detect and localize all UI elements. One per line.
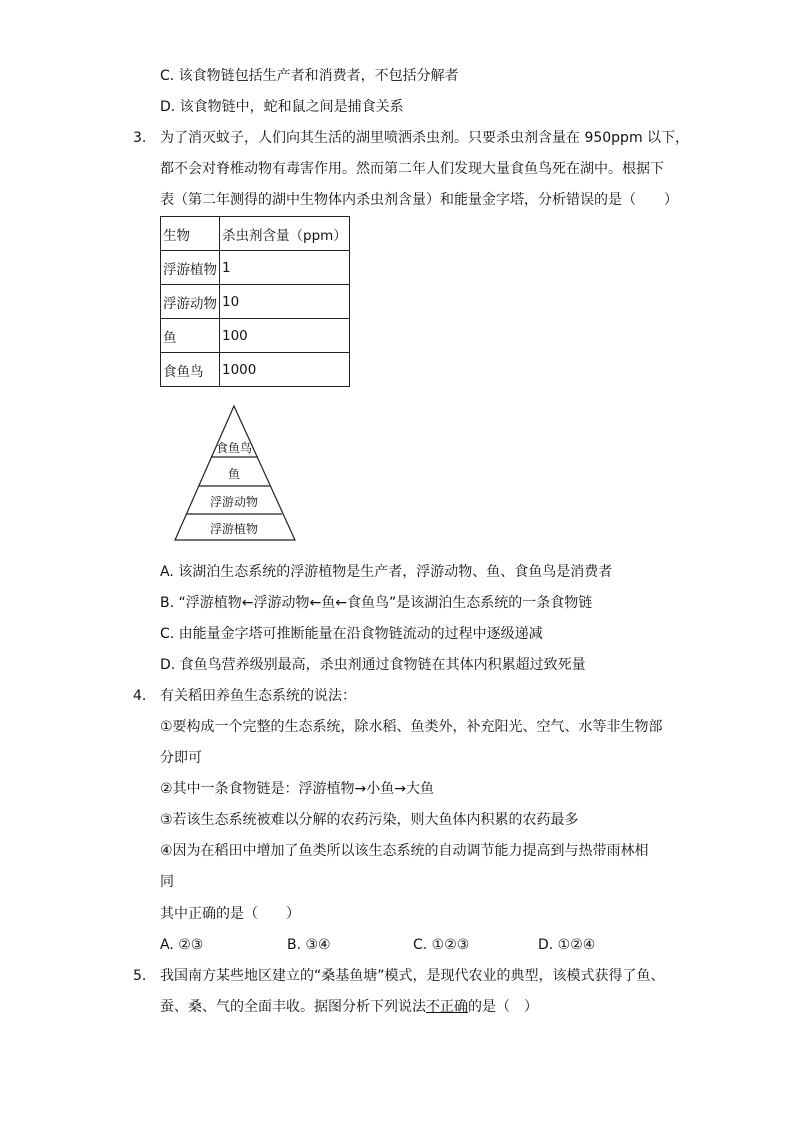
- q2-option-c: C. 该食物链包括生产者和消费者，不包括分解者: [160, 68, 459, 84]
- pyramid-level-label: 浮游植物: [209, 522, 259, 536]
- q5-stem-text: 蚕、桑、气的全面丰收。据图分析下列说法: [160, 999, 426, 1015]
- table-row: [161, 353, 350, 387]
- q4-statement-1: ①要构成一个完整的生态系统，除水稻、鱼类外，补充阳光、空气、水等非生物部: [160, 719, 663, 735]
- q3-option-d: D. 食鱼鸟营养级别最高，杀虫剂通过食物链在其体内积累超过致死量: [160, 657, 586, 673]
- q3-option-c: C. 由能量金字塔可推断能量在沿食物链流动的过程中逐级递减: [160, 626, 543, 642]
- q3-option-b: B. “浮游植物←浮游动物←鱼←食鱼鸟”是该湖泊生态系统的一条食物链: [160, 595, 593, 611]
- table-cell: 鱼: [161, 319, 220, 353]
- q4-statement-2: ②其中一条食物链是：浮游植物→小鱼→大鱼: [160, 781, 435, 797]
- q3-number: 3.: [133, 130, 147, 146]
- q3-option-a: A. 该湖泊生态系统的浮游植物是生产者，浮游动物、鱼、食鱼鸟是消费者: [160, 564, 613, 580]
- table-cell: 100: [220, 319, 350, 353]
- table-row: [161, 319, 350, 353]
- q5-stem-line2: [160, 997, 538, 1017]
- q4-statement-1-cont: 分即可: [160, 750, 202, 766]
- pyramid-level-label: 鱼: [227, 467, 241, 481]
- q3-stem-line2: 都不会对脊椎动物有毒害作用。然而第二年人们发现大量食鱼鸟死在湖中。根据下: [160, 161, 664, 177]
- q4-statement-3: ③若该生态系统被难以分解的农药污染，则大鱼体内积累的农药最多: [160, 812, 579, 828]
- pyramid-level-label: 食鱼鸟: [215, 441, 253, 455]
- q5-stem-text-end: 的是（ ）: [468, 999, 538, 1015]
- q4-option-b: B. ③④: [287, 937, 331, 953]
- table-header-cell: 生物: [161, 217, 220, 251]
- q5-number: 5.: [133, 968, 147, 984]
- table-row: [161, 251, 350, 285]
- q5-underlined-word: 不正确: [426, 999, 468, 1015]
- table-cell: 浮游植物: [161, 251, 220, 285]
- energy-pyramid: [172, 404, 302, 544]
- q4-statement-4-cont: 同: [160, 874, 174, 890]
- q4-option-c: C. ①②③: [413, 937, 470, 953]
- table-header-row: [161, 217, 350, 251]
- q2-option-d: D. 该食物链中，蛇和鼠之间是捕食关系: [160, 99, 404, 115]
- q4-question: 其中正确的是（ ）: [160, 906, 300, 922]
- table-header-cell: 杀虫剂含量（ppm）: [220, 217, 350, 251]
- q3-stem-line3: 表（第二年测得的湖中生物体内杀虫剂含量）和能量金字塔，分析错误的是（ ）: [160, 192, 678, 208]
- q4-option-a: A. ②③: [160, 937, 204, 953]
- q4-intro: 有关稻田养鱼生态系统的说法：: [160, 688, 356, 704]
- q3-stem-line1: 为了消灭蚊子，人们向其生活的湖里喷洒杀虫剂。只要杀虫剂含量在 950ppm 以下，: [160, 130, 690, 146]
- table-row: [161, 285, 350, 319]
- table-cell: 浮游动物: [161, 285, 220, 319]
- table-cell: 食鱼鸟: [161, 353, 220, 387]
- pyramid-level-label: 浮游动物: [209, 495, 259, 509]
- q5-stem-line1: 我国南方某些地区建立的“桑基鱼塘”模式，是现代农业的典型，该模式获得了鱼、: [160, 968, 665, 984]
- pesticide-table: [160, 216, 350, 387]
- table-cell: 10: [220, 285, 350, 319]
- q4-number: 4.: [133, 688, 147, 704]
- q4-statement-4: ④因为在稻田中增加了鱼类所以该生态系统的自动调节能力提高到与热带雨林相: [160, 843, 649, 859]
- q4-option-d: D. ①②④: [538, 937, 596, 953]
- table-cell: 1: [220, 251, 350, 285]
- table-cell: 1000: [220, 353, 350, 387]
